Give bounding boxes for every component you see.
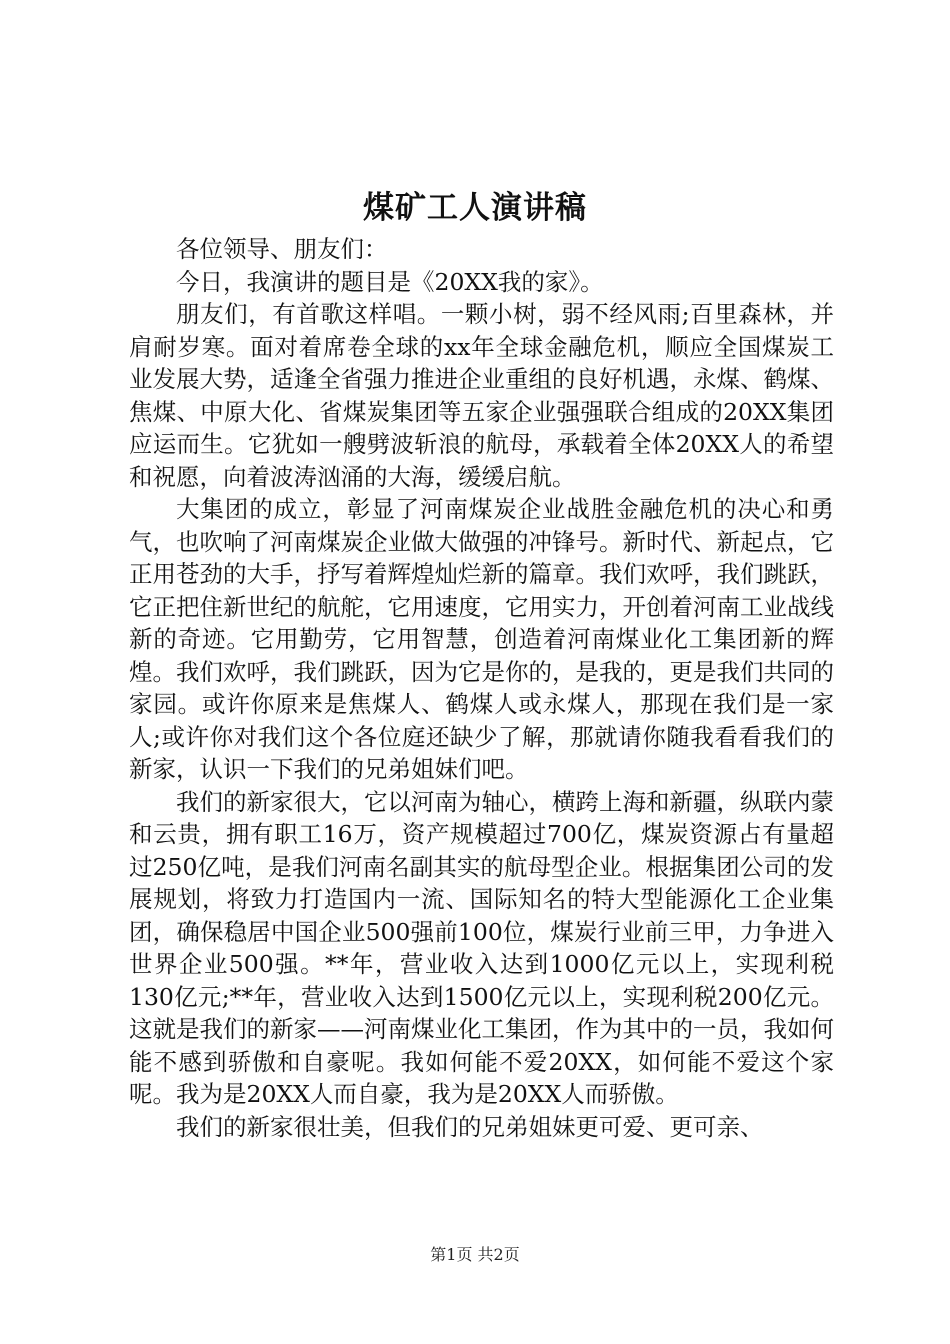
page-footer: 第1页 共2页 bbox=[430, 1245, 520, 1264]
document-body bbox=[129, 233, 834, 1143]
body-paragraph: 朋友们，有首歌这样唱。一颗小树，弱不经风雨;百里森林，并肩耐岁寒。面对着席卷全球的xx年全球金融危机，顺应全国煤炭工业发展大势，适逢全省强力推进企业重组的良好机遇，永煤、鹤煤、焦煤、中原大化、省煤炭集团等五家企业强强联合组成的20XX集团应运而生。它犹如一艘劈波斩浪的航母，承载着全体20XX人的希望和祝愿，向着波涛汹涌的大海，缓缓启航。 bbox=[129, 300, 834, 491]
body-paragraph: 大集团的成立，彰显了河南煤炭企业战胜金融危机的决心和勇气，也吹响了河南煤炭企业做大做强的冲锋号。新时代、新起点，它正用苍劲的大手，抒写着辉煌灿烂新的篇章。我们欢呼，我们跳跃，它正把住新世纪的航舵，它用速度，它用实力，开创着河南工业战线新的奇迹。它用勤劳，它用智慧，创造着河南煤业化工集团新的辉煌。我们欢呼，我们跳跃，因为它是你的，是我的，更是我们共同的家园。或许你原来是焦煤人、鹤煤人或永煤人，那现在我们是一家人;或许你对我们这个各位庭还缺少了解，那就请你随我看看我们的新家，认识一下我们的兄弟姐妹们吧。 bbox=[129, 495, 834, 783]
salutation-paragraph: 各位领导、朋友们： bbox=[176, 235, 388, 263]
document-title: 煤矿工人演讲稿 bbox=[363, 190, 587, 226]
body-paragraph: 我们的新家很大，它以河南为轴心，横跨上海和新疆，纵联内蒙和云贵，拥有职工16万，资产规模超过700亿，煤炭资源占有量超过250亿吨，是我们河南名副其实的航母型企业。根据集团公司的发展规划，将致力打造国内一流、国际知名的特大型能源化工企业集团，确保稳居中国企业500强前100位，煤炭行业前三甲，力争进入世界企业500强。**年，营业收入达到1000亿元以上，实现利税130亿元;**年，营业收入达到1500亿元以上，实现利税200亿元。这就是我们的新家——河南煤业化工集团，作为其中的一员，我如何能不感到骄傲和自豪呢。我如何能不爱20XX，如何能不爱这个家呢。我为是20XX人而自豪，我为是20XX人而骄傲。 bbox=[129, 787, 834, 1108]
body-paragraph: 我们的新家很壮美，但我们的兄弟姐妹更可爱、更可亲、 bbox=[176, 1112, 764, 1141]
topic-paragraph: 今日，我演讲的题目是《20XX我的家》。 bbox=[176, 267, 604, 296]
